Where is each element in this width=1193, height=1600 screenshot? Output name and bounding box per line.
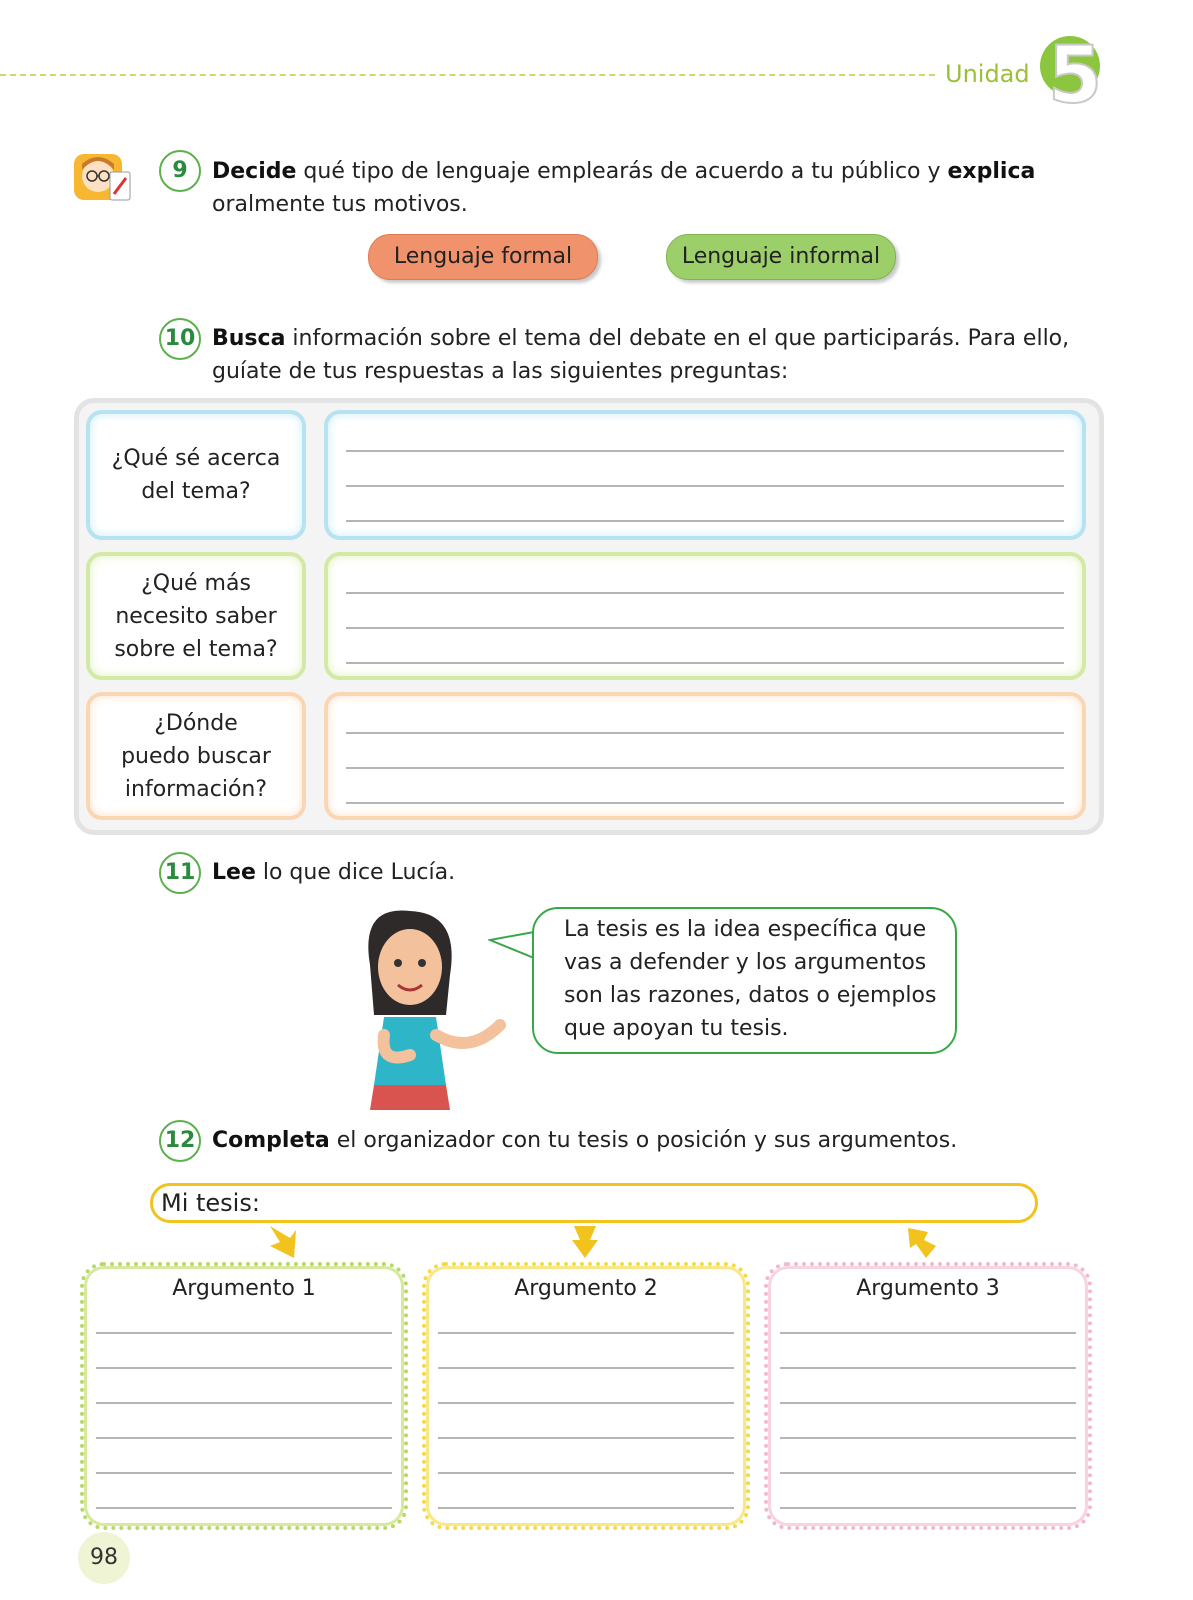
option-informal-language[interactable]: Lenguaje informal <box>666 234 896 280</box>
answer-line <box>346 802 1064 804</box>
unit-number: 5 <box>1047 31 1103 121</box>
question-2-line-1: ¿Qué más <box>141 570 251 596</box>
answer-box-2[interactable] <box>324 552 1086 680</box>
arrow-down-icon <box>568 1224 602 1260</box>
activity-number-11: 11 <box>159 852 201 894</box>
option-formal-language[interactable]: Lenguaje formal <box>368 234 598 280</box>
answer-line <box>346 767 1064 769</box>
activity9-instruction <box>212 155 1112 221</box>
question-2-line-3: sobre el tema? <box>114 636 278 662</box>
answer-line <box>780 1437 1076 1439</box>
activity11-instruction <box>212 856 912 889</box>
activity-number-9: 9 <box>159 150 201 192</box>
activity-number-12: 12 <box>159 1120 201 1162</box>
answer-line <box>96 1437 392 1439</box>
activity10-text-1: información sobre el tema del debate en el que participarás. Para ello, <box>285 326 1070 351</box>
bubble-line-3: son las razones, datos o ejemplos <box>564 983 937 1008</box>
answer-line <box>96 1472 392 1474</box>
answer-line <box>780 1367 1076 1369</box>
answer-line <box>346 592 1064 594</box>
activity10-instruction <box>212 322 1112 388</box>
speech-bubble-tail <box>488 930 538 970</box>
question-1-line-2: del tema? <box>141 479 251 504</box>
arrow-down-icon <box>266 1224 300 1260</box>
activity11-text: lo que dice Lucía. <box>255 860 456 885</box>
header-dashed-line <box>0 74 935 76</box>
bubble-line-2: vas a defender y los argumentos <box>564 950 927 975</box>
argument-2-title: Argumento 2 <box>514 1276 658 1301</box>
student-writing-icon <box>72 150 134 206</box>
activity9-text-1: qué tipo de lenguaje emplearás de acuerdo a tu público y <box>296 159 948 184</box>
argument-box-1[interactable] <box>80 1262 408 1530</box>
question-box-3 <box>86 692 306 820</box>
activity10-bold-busca: Busca <box>212 326 286 351</box>
answer-line <box>438 1437 734 1439</box>
activity9-text-2: oralmente tus motivos. <box>212 192 468 217</box>
answer-line <box>438 1367 734 1369</box>
question-3-line-3: información? <box>124 776 268 802</box>
answer-line <box>346 520 1064 522</box>
activity10-text-2: guíate de tus respuestas a las siguientes preguntas: <box>212 359 789 384</box>
argument-1-title: Argumento 1 <box>172 1276 316 1301</box>
answer-line <box>780 1472 1076 1474</box>
activity11-bold-lee: Lee <box>212 860 256 885</box>
lucia-speech-bubble <box>532 907 957 1054</box>
answer-line <box>96 1332 392 1334</box>
bubble-line-4: que apoyan tu tesis. <box>564 1016 789 1041</box>
answer-line <box>438 1507 734 1509</box>
answer-line <box>780 1507 1076 1509</box>
answer-line <box>438 1402 734 1404</box>
activity9-bold-explica: explica <box>947 159 1036 184</box>
answer-box-3[interactable] <box>324 692 1086 820</box>
answer-box-1[interactable] <box>324 410 1086 540</box>
answer-line <box>346 732 1064 734</box>
page-number: 98 <box>78 1532 130 1584</box>
question-3-line-1: ¿Dónde <box>154 710 238 736</box>
answer-line <box>438 1472 734 1474</box>
answer-line <box>346 662 1064 664</box>
question-2-line-2: necesito saber <box>115 603 277 629</box>
answer-line <box>346 627 1064 629</box>
activity12-instruction <box>212 1124 1112 1157</box>
arrow-down-icon <box>906 1224 940 1260</box>
answer-line <box>346 450 1064 452</box>
activity12-bold-completa: Completa <box>212 1128 330 1153</box>
question-1-line-1: ¿Qué sé acerca <box>111 446 281 471</box>
argument-box-2[interactable] <box>422 1262 750 1530</box>
answer-line <box>96 1367 392 1369</box>
answer-line <box>96 1507 392 1509</box>
question-box-1 <box>86 410 306 540</box>
answer-line <box>346 485 1064 487</box>
argument-3-title: Argumento 3 <box>856 1276 1000 1301</box>
answer-line <box>438 1332 734 1334</box>
unit-label: Unidad <box>945 60 1030 88</box>
thesis-input[interactable]: Mi tesis: <box>150 1183 1038 1223</box>
question-box-2 <box>86 552 306 680</box>
answer-line <box>780 1332 1076 1334</box>
activity-number-10: 10 <box>159 318 201 360</box>
argument-box-3[interactable] <box>764 1262 1092 1530</box>
answer-line <box>780 1402 1076 1404</box>
activity9-bold-decide: Decide <box>212 159 297 184</box>
activity12-text: el organizador con tu tesis o posición y sus argumentos. <box>329 1128 958 1153</box>
question-3-line-2: puedo buscar <box>121 743 271 769</box>
answer-line <box>96 1402 392 1404</box>
bubble-line-1: La tesis es la idea específica que <box>564 917 927 942</box>
